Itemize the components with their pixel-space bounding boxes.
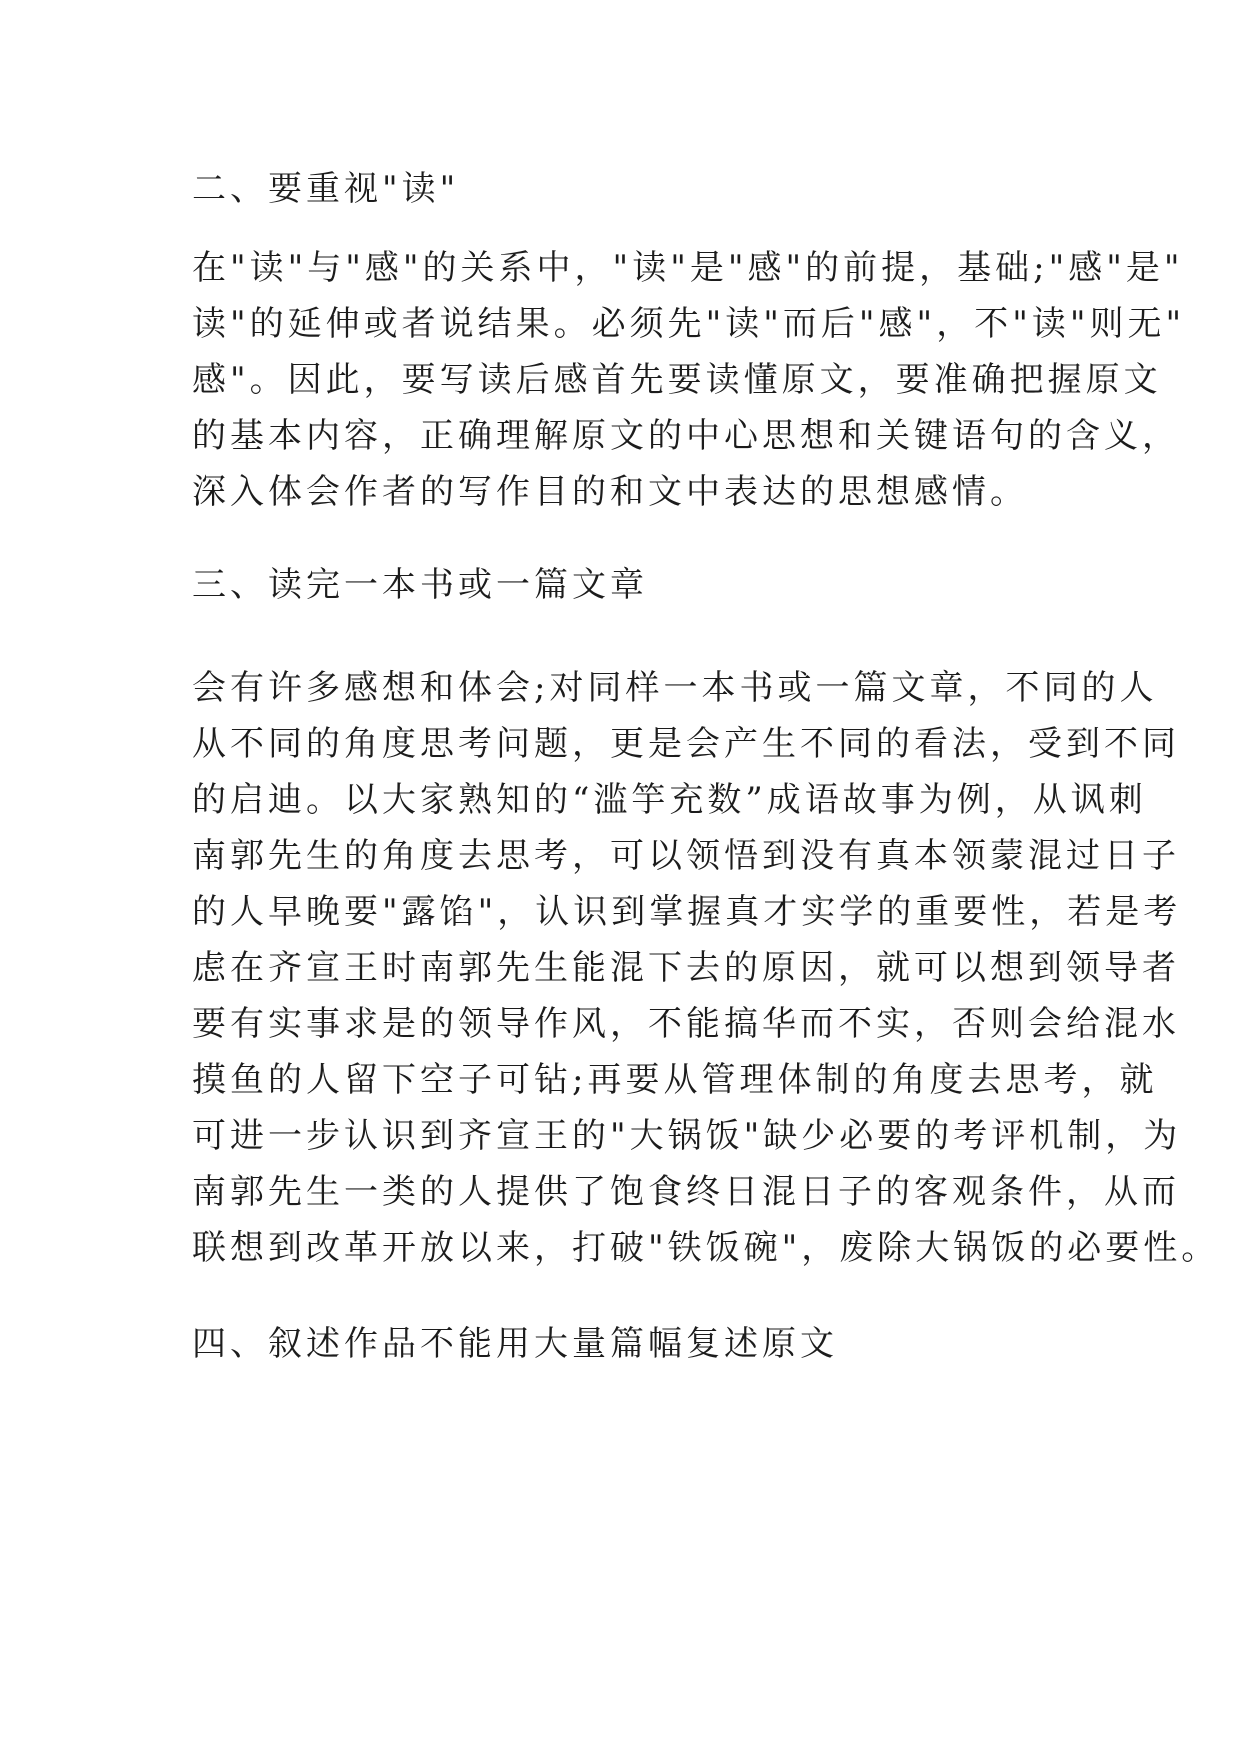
paragraph-line: 联想到改革开放以来，打破"铁饭碗"，废除大锅饭的必要性。 <box>192 1228 1220 1268</box>
paragraph-line: 深入体会作者的写作目的和文中表达的思想感情。 <box>192 472 1028 512</box>
paragraph-line: 南郭先生的角度去思考，可以领悟到没有真本领蒙混过日子 <box>192 836 1180 876</box>
paragraph-line: 感"。因此，要写读后感首先要读懂原文，要准确把握原文 <box>192 360 1162 400</box>
paragraph-line: 要有实事求是的领导作风，不能搞华而不实，否则会给混水 <box>192 1004 1180 1044</box>
paragraph-line: 会有许多感想和体会;对同样一本书或一篇文章，不同的人 <box>192 668 1158 708</box>
paragraph-line: 虑在齐宣王时南郭先生能混下去的原因，就可以想到领导者 <box>192 948 1180 988</box>
paragraph-line: 的基本内容，正确理解原文的中心思想和关键语句的含义， <box>192 416 1180 456</box>
paragraph-line: 的人早晚要"露馅"，认识到掌握真才实学的重要性，若是考 <box>192 892 1182 932</box>
paragraph-line: 可进一步认识到齐宣王的"大锅饭"缺少必要的考评机制，为 <box>192 1116 1182 1156</box>
section-heading-2: 二、要重视"读" <box>192 169 460 209</box>
section-heading-4: 四、叙述作品不能用大量篇幅复述原文 <box>192 1324 838 1364</box>
paragraph-line: 在"读"与"感"的关系中，"读"是"感"的前提，基础;"感"是" <box>192 248 1184 288</box>
paragraph-line: 南郭先生一类的人提供了饱食终日混日子的客观条件，从而 <box>192 1172 1180 1212</box>
paragraph-line: 从不同的角度思考问题，更是会产生不同的看法，受到不同 <box>192 724 1180 764</box>
section-heading-3: 三、读完一本书或一篇文章 <box>192 565 648 605</box>
paragraph-line: 摸鱼的人留下空子可钻;再要从管理体制的角度去思考，就 <box>192 1060 1158 1100</box>
paragraph-line: 的启迪。以大家熟知的“滥竽充数”成语故事为例，从讽刺 <box>192 780 1147 820</box>
paragraph-line: 读"的延伸或者说结果。必须先"读"而后"感"，不"读"则无" <box>192 304 1186 344</box>
